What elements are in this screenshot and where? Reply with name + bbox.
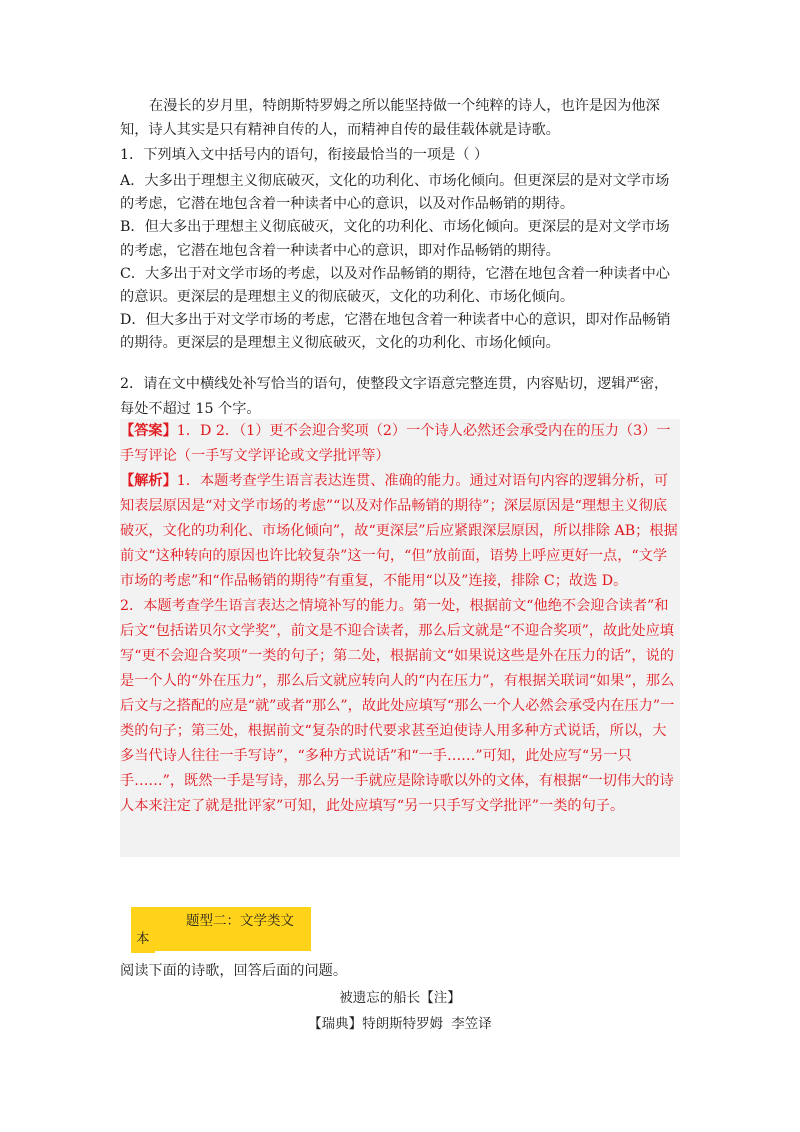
poem-title: 被遗忘的船长【注】 bbox=[339, 990, 461, 1006]
option-a: A．大多出于理想主义彻底破灭，文化的功利化、市场化倾向。但更深层的是对文学市场的考虑，它潜在地包含着一种读者中心的意识，以及对作品畅销的期待。 bbox=[120, 173, 670, 213]
intro-paragraph: 在漫长的岁月里，特朗斯特罗姆之所以能坚持做一个纯粹的诗人，也许是因为他深知，诗人其实是只有精神自传的人，而精神自传的最佳载体就是诗歌。 bbox=[120, 98, 660, 138]
answer-box bbox=[120, 419, 680, 857]
section-heading-line2: 本 bbox=[136, 931, 150, 947]
question-1-options bbox=[120, 170, 680, 356]
analysis-tag: 【解析】 bbox=[120, 473, 177, 489]
answer-text: 1．D 2．（1）更不会迎合奖项（2）一个诗人必然还会承受内在的压力（3）一手写评论（一手写文学评论或文学批评等） bbox=[120, 423, 671, 464]
section-heading-line1: 题型二：文学类文 bbox=[186, 913, 294, 929]
option-b: B．但大多出于理想主义彻底破灭，文化的功利化、市场化倾向。更深层的是对文学市场的考虑，它潜在地包含着一种读者中心的意识，即对作品畅销的期待。 bbox=[120, 219, 670, 259]
question-1: 1．下列填入文中括号内的语句，衔接最恰当的一项是（ ） bbox=[120, 147, 489, 163]
section-heading-underline bbox=[131, 950, 155, 953]
poem-author: 【瑞典】特朗斯特罗姆 李笠译 bbox=[308, 1016, 492, 1032]
option-d: D．但大多出于对文学市场的考虑，它潜在地包含着一种读者中心的意识，即对作品畅销的期待。更深层的是理想主义彻底破灭，文化的功利化、市场化倾向。 bbox=[120, 312, 671, 352]
section-heading bbox=[131, 907, 311, 951]
reading-instruction: 阅读下面的诗歌，回答后面的问题。 bbox=[120, 963, 348, 979]
option-c: C．大多出于对文学市场的考虑，以及对作品畅销的期待，它潜在地包含着一种读者中心的意识。更深层的是理想主义的彻底破灭，文化的功利化、市场化倾向。 bbox=[120, 265, 670, 306]
analysis-paragraph-2: 2．本题考查学生语言表达之情境补写的能力。第一处，根据前文“他绝不会迎合读者”和后文“包括诺贝尔文学奖”，前文是不迎合读者，那么后文就是“不迎合奖项”，故此处应填写“更不会迎合奖项”一类的句子；第二处，根据前文“如果说这些是外在压力的话”，说的是一个人的“外在压力”，那么后文就应转向人的“内在压力”，有根据关联词“如果”，那么后文与之搭配的应是“就”或者“那么”，故此处应填写“那么一个人必然会承受内在压力”一类的句子；第三处，根据前文“复杂的时代要求甚至迫使诗人用多种方式说话，所以，大多当代诗人往往一手写诗”，“多种方式说话”和“一手……”可知，此处应写“另一只手……”，既然一手是写诗，那么另一手就应是除诗歌以外的文体，有根据“一切伟大的诗人本来注定了就是批评家”可知，此处应填写“另一只手写文学批评”一类的句子。 bbox=[120, 598, 675, 814]
analysis-text-1: 1．本题考查学生语言表达连贯、准确的能力。通过对语句内容的逻辑分析，可知表层原因是“对文学市场的考虑”“以及对作品畅销的期待”；深层原因是“理想主义彻底破灭，文化的功利化、市场化倾向”，故“更深层”后应紧跟深层原因，所以排除 AB；根据前文“这种转向的原因也许比较复杂”这一句，“但”放前面，语势上呼应更好一点，“文学市场的考虑”和“作品畅销的期待”有重复，不能用“以及”连接，排除 C；故选 D。 bbox=[120, 473, 678, 589]
answer-line bbox=[120, 419, 680, 469]
analysis-paragraph-1 bbox=[120, 469, 680, 594]
question-2: 2．请在文中横线处补写恰当的语句，使整段文字语意完整连贯，内容贴切，逻辑严密，每处不超过 15 个字。 bbox=[120, 376, 669, 417]
answer-tag: 【答案】 bbox=[120, 423, 177, 439]
